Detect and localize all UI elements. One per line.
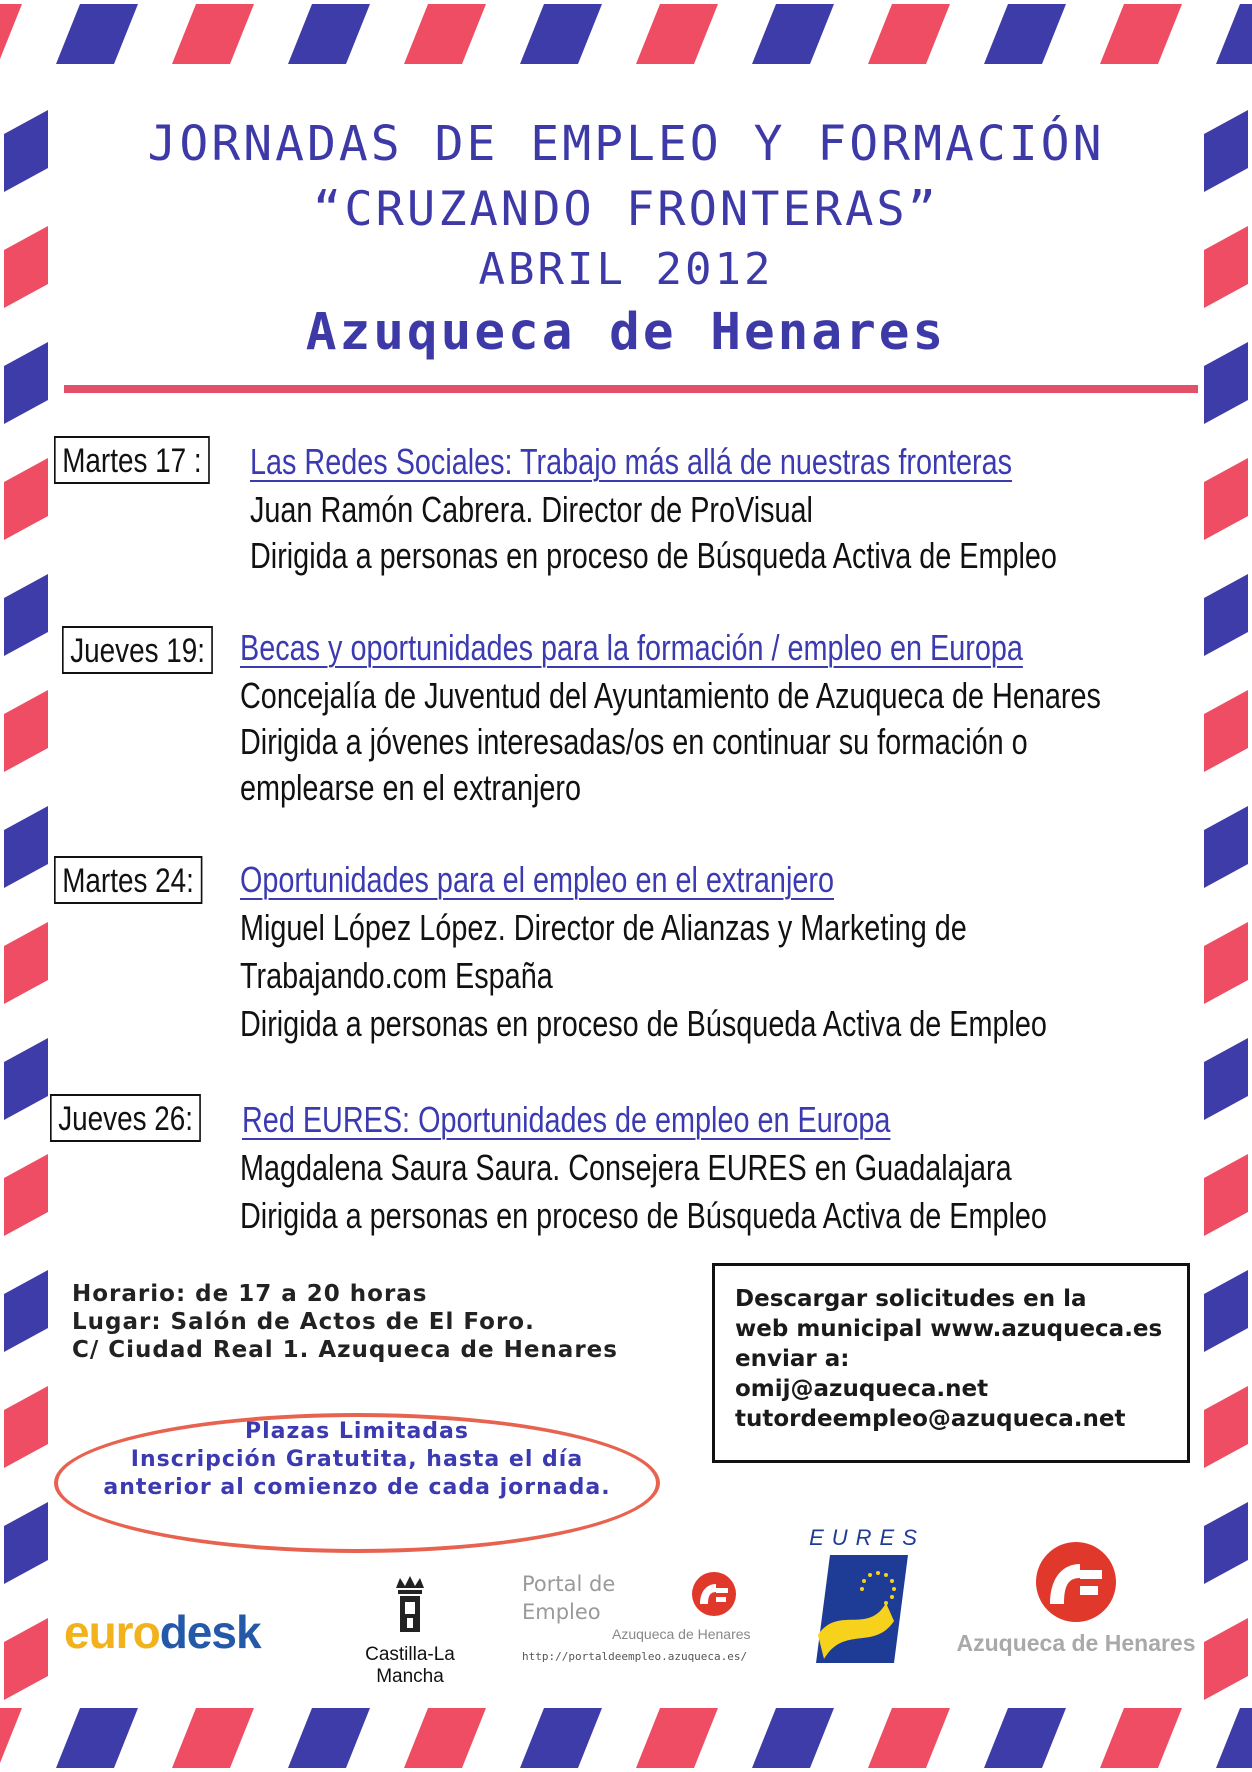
border-stripe-right (1204, 922, 1248, 1004)
clm-label: Castilla-La Mancha (365, 1644, 455, 1687)
border-stripe-left (4, 1386, 48, 1468)
border-stripe-left (4, 574, 48, 656)
session-day: Martes 24: (54, 856, 202, 904)
eures-logo (808, 1525, 926, 1665)
session-speaker: Magdalena Saura Saura. Consejera EURES en Guadalajara (240, 1147, 1012, 1188)
portal-url[interactable]: http://portaldeempleo.azuqueca.es/ (522, 1650, 748, 1663)
af-icon (686, 1570, 742, 1620)
session-audience: Dirigida a personas en proceso de Búsqueda Activa de Empleo (240, 1003, 1047, 1044)
notice-text (54, 1418, 660, 1502)
eurodesk-logo-euro: euro (64, 1606, 160, 1658)
border-stripe-left (4, 458, 48, 540)
session-speaker-cont: Trabajando.com España (240, 955, 553, 996)
session-day: Martes 17 : (54, 436, 210, 484)
border-stripe-right (1204, 574, 1248, 656)
eures-emblem (808, 1525, 926, 1665)
border-stripe-left (4, 1502, 48, 1584)
border-stripe-bottom (520, 1708, 602, 1768)
border-stripe-right (1204, 1386, 1248, 1468)
border-stripe-right (1204, 1270, 1248, 1352)
border-stripe-left (4, 922, 48, 1004)
contact-line: Descargar solicitudes en la (735, 1286, 1087, 1312)
border-stripe-top (288, 4, 370, 64)
border-stripe-right (1204, 690, 1248, 772)
border-stripe-left (4, 1154, 48, 1236)
border-stripe-bottom (984, 1708, 1066, 1768)
session-title-link[interactable]: Red EURES: Oportunidades de empleo en Europa (242, 1099, 891, 1140)
title-line-2: “CRUZANDO FRONTERAS” (313, 182, 939, 237)
title-location: Azuqueca de Henares (305, 303, 947, 362)
border-stripe-top (984, 4, 1066, 64)
border-stripe-bottom (1216, 1708, 1252, 1768)
session-title-link[interactable]: Oportunidades para el empleo en el extranjero (240, 859, 834, 900)
contact-website[interactable]: web municipal www.azuqueca.es (735, 1316, 1163, 1342)
session-title-link[interactable]: Las Redes Sociales: Trabajo más allá de nuestras fronteras (250, 441, 1013, 482)
session-speaker: Concejalía de Juventud del Ayuntamiento de Azuqueca de Henares (240, 675, 1101, 716)
border-stripe-top (868, 4, 950, 64)
border-stripe-bottom (288, 1708, 370, 1768)
border-stripe-top (636, 4, 718, 64)
border-stripe-bottom (636, 1708, 718, 1768)
event-schedule: Horario: de 17 a 20 horas (72, 1281, 428, 1307)
session-audience: Dirigida a jóvenes interesadas/os en continuar su formación o (240, 721, 1028, 762)
title-line-1: JORNADAS DE EMPLEO Y FORMACIÓN (147, 116, 1105, 172)
portal-title: Portal de Empleo (522, 1572, 616, 1624)
session-speaker: Juan Ramón Cabrera. Director de ProVisual (250, 489, 813, 530)
session-audience: Dirigida a personas en proceso de Búsqueda Activa de Empleo (240, 1195, 1047, 1236)
eurodesk-logo-desk: desk (159, 1606, 261, 1658)
border-stripe-bottom (752, 1708, 834, 1768)
border-stripe-right (1204, 458, 1248, 540)
title-date: ABRIL 2012 (478, 244, 774, 295)
border-stripe-bottom (172, 1708, 254, 1768)
border-stripe-left (4, 1038, 48, 1120)
contact-email-tutor[interactable]: tutordeempleo@azuqueca.net (735, 1406, 1126, 1432)
border-stripe-bottom (404, 1708, 486, 1768)
af-icon (1026, 1540, 1126, 1624)
border-stripe-top (1100, 4, 1182, 64)
contact-box (712, 1263, 1190, 1463)
border-stripe-right (1204, 1038, 1248, 1120)
eurodesk-logo (64, 1605, 261, 1659)
notice-limited: Plazas Limitadas (245, 1419, 469, 1444)
border-stripe-bottom (1100, 1708, 1182, 1768)
notice-deadline: anterior al comienzo de cada jornada. (103, 1475, 611, 1500)
portal-empleo-logo (518, 1570, 780, 1670)
border-stripe-top (404, 4, 486, 64)
castilla-la-mancha-logo (330, 1574, 490, 1688)
border-stripe-right (1204, 806, 1248, 888)
session-audience: Dirigida a personas en proceso de Búsqueda Activa de Empleo (250, 535, 1057, 576)
border-stripe-top (1216, 4, 1252, 64)
notice-free: Inscripción Gratutita, hasta el día (130, 1447, 584, 1472)
border-stripe-bottom (56, 1708, 138, 1768)
border-stripe-top (520, 4, 602, 64)
azuqueca-label: Azuqueca de Henares (956, 1630, 1196, 1656)
border-stripe-bottom (0, 1708, 22, 1768)
border-stripe-left (4, 1270, 48, 1352)
event-venue: Lugar: Salón de Actos de El Foro. (72, 1309, 535, 1335)
border-stripe-left (4, 806, 48, 888)
session-speaker: Miguel López López. Director de Alianzas y Marketing de (240, 907, 967, 948)
session-audience-cont: emplearse en el extranjero (240, 767, 581, 808)
session-day: Jueves 19: (62, 626, 213, 674)
crown-icon (390, 1574, 430, 1636)
session-day: Jueves 26: (50, 1094, 201, 1142)
azuqueca-logo (936, 1540, 1216, 1657)
border-stripe-top (752, 4, 834, 64)
portal-subtitle: Azuqueca de Henares (612, 1626, 751, 1642)
contact-email-omij[interactable]: omij@azuqueca.net (735, 1376, 989, 1402)
session-title-link[interactable]: Becas y oportunidades para la formación / empleo en Europa (240, 627, 1023, 668)
header-divider (64, 385, 1198, 393)
border-stripe-top (56, 4, 138, 64)
border-stripe-top (172, 4, 254, 64)
border-stripe-left (4, 690, 48, 772)
eures-label: EURES (809, 1525, 925, 1550)
border-stripe-top (0, 4, 22, 64)
border-stripe-right (1204, 1154, 1248, 1236)
border-stripe-bottom (868, 1708, 950, 1768)
event-address: C/ Ciudad Real 1. Azuqueca de Henares (72, 1337, 618, 1363)
contact-line: enviar a: (735, 1346, 850, 1372)
border-stripe-left (4, 1618, 48, 1700)
event-info (72, 1280, 618, 1364)
